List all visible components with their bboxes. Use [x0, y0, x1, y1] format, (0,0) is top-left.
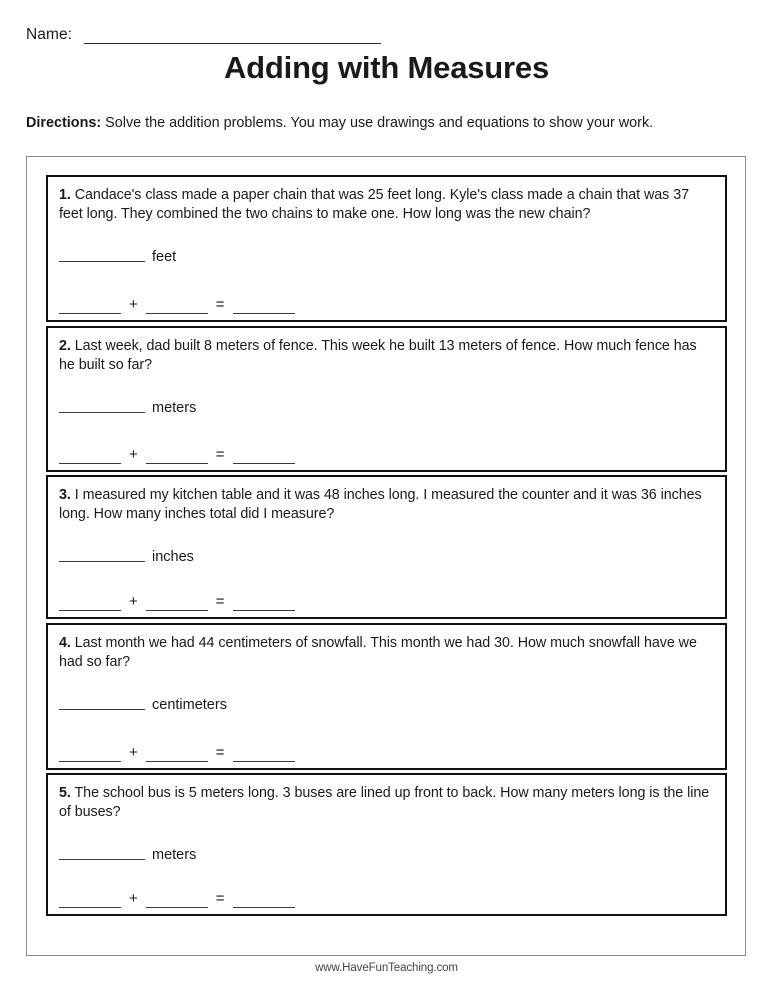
plus-sign-2: +	[129, 445, 138, 463]
equation-addend2-blank-3[interactable]	[146, 597, 208, 611]
answer-blank-3[interactable]	[59, 548, 145, 562]
equation-row-4	[59, 745, 295, 762]
equation-sum-blank-5[interactable]	[233, 894, 295, 908]
answer-unit-1: feet	[152, 249, 177, 265]
equation-row-2	[59, 447, 295, 464]
plus-sign-5: +	[129, 890, 138, 907]
equals-sign-5: =	[215, 890, 225, 907]
problem-number-1: 1.	[59, 187, 71, 203]
footer-url[interactable]: www.HaveFunTeaching.com	[315, 962, 458, 974]
equation-addend2-blank-4[interactable]	[146, 748, 208, 762]
answer-unit-4: centimeters	[152, 696, 227, 713]
equation-addend1-blank-5[interactable]	[59, 894, 121, 908]
answer-row-5	[59, 846, 196, 863]
equation-row-1	[59, 297, 295, 314]
answer-row-4	[59, 696, 227, 713]
problem-question-3	[59, 486, 714, 524]
equation-addend1-blank-4[interactable]	[59, 748, 121, 762]
equation-addend1-blank-3[interactable]	[59, 597, 121, 611]
problem-text-3: I measured my kitchen table and it was 48 inches long. I measured the counter and it was 36 inches long. How many inches total did I measure?	[59, 487, 702, 522]
equals-sign-3: =	[215, 593, 225, 610]
equation-addend2-blank-2[interactable]	[146, 450, 208, 464]
answer-blank-2[interactable]	[59, 399, 145, 413]
equals-sign-2: =	[215, 445, 225, 463]
equation-addend1-blank-2[interactable]	[59, 450, 121, 464]
problem-text-4: Last month we had 44 centimeters of snowfall. This month we had 30. How much snowfall have we had so far?	[59, 634, 697, 670]
plus-sign-3: +	[129, 593, 138, 610]
equation-sum-blank-1[interactable]	[233, 300, 295, 314]
directions-label: Directions:	[26, 115, 102, 131]
equation-row-5	[59, 891, 295, 908]
plus-sign-4: +	[129, 743, 138, 761]
answer-blank-1[interactable]	[59, 248, 145, 262]
directions	[26, 114, 736, 132]
equation-row-3	[59, 594, 295, 611]
name-write-line[interactable]	[84, 28, 381, 44]
name-row	[26, 20, 726, 44]
answer-unit-5: meters	[152, 847, 197, 863]
equation-addend1-blank-1[interactable]	[59, 300, 121, 314]
answer-unit-3: inches	[152, 549, 194, 565]
answer-row-3	[59, 548, 194, 565]
answer-blank-5[interactable]	[59, 846, 145, 860]
problem-list	[46, 175, 727, 920]
equation-sum-blank-4[interactable]	[233, 748, 295, 762]
problem-text-5: The school bus is 5 meters long. 3 buses are lined up front to back. How many meters long is the line of buses?	[59, 785, 710, 820]
problem-box-4	[46, 623, 727, 770]
problem-text-1: Candace's class made a paper chain that was 25 feet long. Kyle's class made a chain that was 37 feet long. They combined the two chains to make one. How long was the new chain?	[59, 187, 689, 222]
problem-text-2: Last week, dad built 8 meters of fence. This week he built 13 meters of fence. How much fence has he built so far?	[59, 337, 697, 373]
directions-text: Solve the addition problems. You may use drawings and equations to show your work.	[101, 115, 654, 131]
equation-addend2-blank-1[interactable]	[146, 300, 208, 314]
answer-row-1	[59, 248, 176, 265]
problem-number-5: 5.	[59, 785, 71, 801]
problem-box-1	[46, 175, 727, 322]
problem-number-3: 3.	[59, 487, 71, 503]
plus-sign-1: +	[129, 296, 138, 313]
problem-question-4	[59, 634, 714, 672]
equation-sum-blank-3[interactable]	[233, 597, 295, 611]
equals-sign-1: =	[215, 296, 225, 313]
problem-question-5	[59, 784, 714, 822]
equation-addend2-blank-5[interactable]	[146, 894, 208, 908]
equals-sign-4: =	[215, 743, 225, 761]
page-title: Adding with Measures	[224, 50, 549, 85]
problem-number-2: 2.	[59, 337, 71, 354]
problem-box-5	[46, 773, 727, 916]
answer-unit-2: meters	[152, 399, 197, 416]
equation-sum-blank-2[interactable]	[233, 450, 295, 464]
answer-blank-4[interactable]	[59, 696, 145, 710]
name-label: Name:	[26, 25, 73, 43]
problem-box-2	[46, 326, 727, 472]
answer-row-2	[59, 399, 196, 416]
problem-box-3	[46, 475, 727, 619]
problem-question-2	[59, 337, 714, 375]
problem-question-1	[59, 186, 714, 224]
problem-number-4: 4.	[59, 634, 71, 651]
